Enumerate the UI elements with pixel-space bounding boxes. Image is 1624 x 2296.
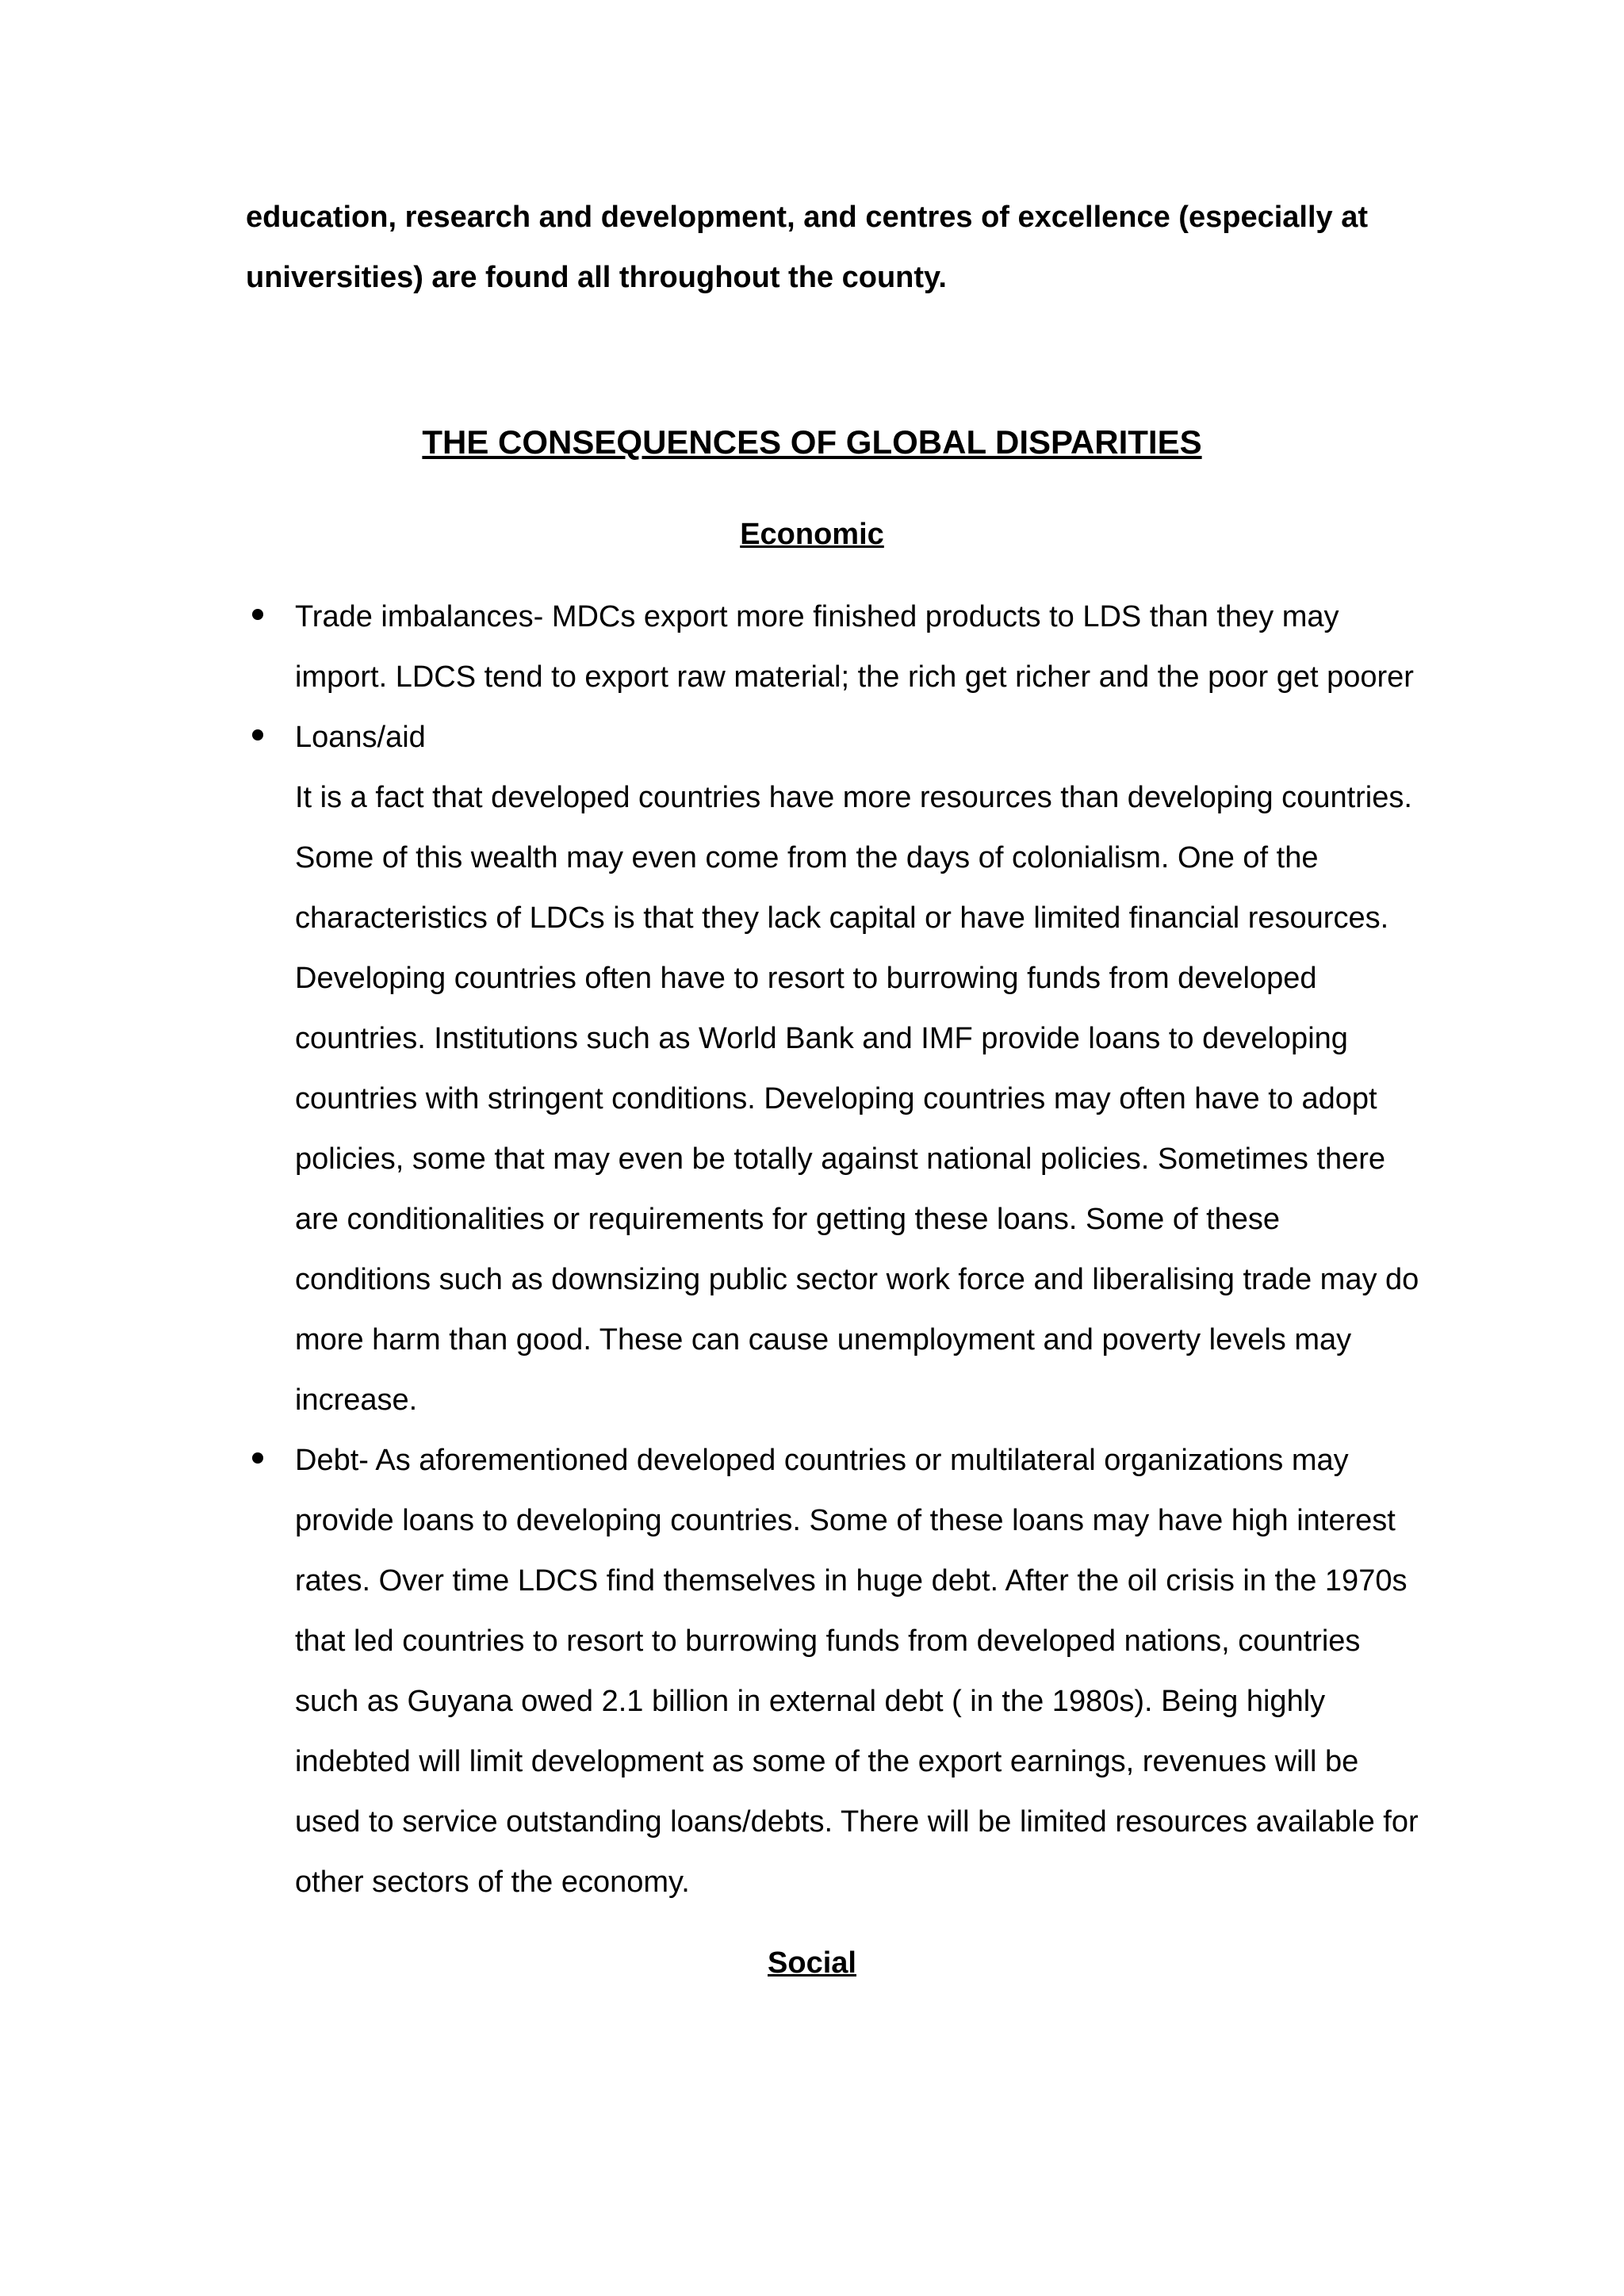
bullet-line: used to service outstanding loans/debts. There will be limited resources available for: [295, 1805, 1419, 1839]
section-heading-social: Social: [768, 1946, 856, 1980]
bullet-line: other sectors of the economy.: [295, 1866, 690, 1899]
paragraph-line: characteristics of LDCs is that they lack capital or have limited financial resources.: [295, 901, 1389, 935]
paragraph-line: policies, some that may even be totally against national policies. Sometimes there: [295, 1142, 1386, 1176]
paragraph-line: conditions such as downsizing public sector work force and liberalising trade may do: [295, 1263, 1419, 1296]
intro-paragraph: [246, 187, 1435, 308]
bullet-line: provide loans to developing countries. Some of these loans may have high interest: [295, 1504, 1396, 1537]
bullet-line: Trade imbalances- MDCs export more finished products to LDS than they may: [295, 600, 1339, 633]
list-item: [0, 707, 1624, 1430]
bullet-list: [0, 587, 1624, 1912]
list-item: [0, 1430, 1624, 1912]
bullet-icon: [252, 609, 263, 620]
intro-line: education, research and development, and centres of excellence (especially at: [246, 201, 1368, 234]
bullet-line: import. LDCS tend to export raw material; the rich get richer and the poor get poorer: [295, 660, 1414, 694]
paragraph-line: are conditionalities or requirements for getting these loans. Some of these: [295, 1203, 1281, 1236]
paragraph-line: countries. Institutions such as World Bank and IMF provide loans to developing: [295, 1022, 1348, 1055]
bullet-icon: [252, 729, 263, 740]
bullet-line: rates. Over time LDCS find themselves in huge debt. After the oil crisis in the 1970s: [295, 1564, 1408, 1598]
bullet-line: that led countries to resort to burrowing funds from developed nations, countries: [295, 1624, 1361, 1658]
bullet-text: [295, 707, 1453, 767]
paragraph-line: increase.: [295, 1383, 418, 1417]
paragraph-line: It is a fact that developed countries have more resources than developing countries.: [295, 781, 1412, 814]
bullet-line: Loans/aid: [295, 721, 426, 754]
paragraph-line: Some of this wealth may even come from the days of colonialism. One of the: [295, 841, 1319, 874]
paragraph-line: countries with stringent conditions. Developing countries may often have to adopt: [295, 1082, 1377, 1115]
intro-line: universities) are found all throughout the county.: [246, 261, 947, 294]
list-item: [0, 587, 1624, 707]
bullet-text: [295, 587, 1453, 707]
page-title: THE CONSEQUENCES OF GLOBAL DISPARITIES: [422, 423, 1202, 461]
section-heading-economic: Economic: [740, 518, 884, 551]
bullet-icon: [252, 1452, 263, 1464]
paragraph-line: Developing countries often have to resort to burrowing funds from developed: [295, 962, 1317, 995]
bullet-line: indebted will limit development as some of the export earnings, revenues will be: [295, 1745, 1359, 1778]
bullet-text: [295, 1430, 1453, 1912]
paragraph-line: more harm than good. These can cause unemployment and poverty levels may: [295, 1323, 1352, 1357]
bullet-paragraph: [295, 767, 1445, 1430]
bullet-line: Debt- As aforementioned developed countries or multilateral organizations may: [295, 1444, 1349, 1477]
bullet-line: such as Guyana owed 2.1 billion in external debt ( in the 1980s). Being highly: [295, 1685, 1326, 1718]
